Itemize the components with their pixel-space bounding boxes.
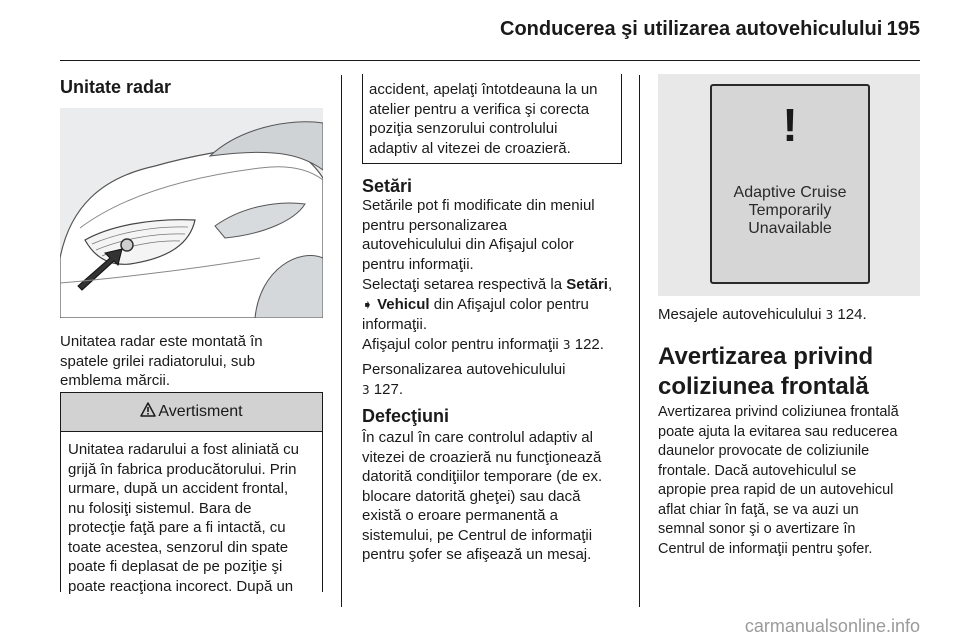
driver-info-display-illustration <box>658 74 920 296</box>
section-title-forward-collision <box>658 342 920 402</box>
text-line: pentru informaţii. <box>362 255 474 273</box>
car-front-image <box>60 108 323 318</box>
warning-title: Avertisment <box>158 403 243 420</box>
text-line: pentru şofer se afişează un mesaj. <box>362 546 592 563</box>
text-line: Centrul de informaţii pentru şofer. <box>658 540 873 557</box>
settings-paragraph <box>362 196 637 274</box>
text-line: semnal sonor şi o avertizare în <box>658 521 856 537</box>
display-line: Adaptive Cruise <box>733 184 847 201</box>
warning-box <box>60 392 323 595</box>
text-line: În cazul în care controlul adaptiv al <box>362 429 593 446</box>
section-title-radar-unit: Unitate radar <box>60 77 172 97</box>
title-line: coliziunea frontală <box>658 373 869 400</box>
text-line: ➧ Vehicul din Afişajul color pentru <box>362 295 589 313</box>
title-line: Avertizarea privind <box>658 343 874 370</box>
text-line: poate reacţiona incorect. După un <box>68 577 294 595</box>
display-screen <box>710 84 870 284</box>
page-ref-icon: 3 <box>825 308 834 322</box>
text-line: există o eroare permanentă a <box>362 507 558 524</box>
vehicle-messages-reference <box>658 305 920 326</box>
display-line: Temporarily <box>748 202 832 219</box>
text-line: poate fi deplasat de pe poziţie şi <box>68 558 283 575</box>
column-divider-1 <box>341 75 342 607</box>
exclamation-icon: ! <box>782 99 798 151</box>
text-line: vitezei de croazieră nu funcţionează <box>362 448 602 466</box>
text-line: Personalizarea autovehiculului <box>362 361 566 378</box>
text-line: Unitatea radarului a fost aliniată cu <box>68 441 299 458</box>
text-line: Unitatea radar este montată în <box>60 333 263 350</box>
text-line: 3 127. <box>362 380 404 398</box>
text-line: Selectaţi setarea respectivă la Setări, <box>362 276 613 293</box>
text-line: informaţii. <box>362 316 428 333</box>
radar-unit-car-illustration <box>60 108 323 318</box>
text-line: protecţie faţă pare a fi intactă, cu <box>68 519 286 536</box>
text-line: emblema mărcii. <box>60 372 171 389</box>
running-header: Conducerea şi utilizarea autovehiculului <box>500 18 883 40</box>
text-line: poziţia senzorului controlului <box>369 120 558 137</box>
faults-paragraph <box>362 428 642 565</box>
menu-item-settings: Setări <box>566 276 608 293</box>
text-line: sistemului, pe Centrul de informaţii <box>362 526 593 544</box>
text-line: toate acestea, senzorul din spate <box>68 538 289 556</box>
page-number: 195 <box>886 18 920 40</box>
warning-triangle-icon <box>140 402 156 422</box>
warning-continuation-box <box>362 74 622 164</box>
text-line: urmare, după un accident frontal, <box>68 480 289 497</box>
section-title-settings: Setări <box>362 176 413 196</box>
text-line: nu folosiţi sistemul. Bara de <box>68 499 252 517</box>
warning-body <box>61 432 322 596</box>
menu-arrow-icon: ➧ <box>362 297 373 313</box>
header-divider <box>60 60 920 61</box>
warning-header <box>61 393 322 432</box>
radar-intro-paragraph <box>60 332 330 391</box>
page-ref-icon: 3 <box>562 338 571 352</box>
text-line: atelier pentru a verifica şi corecta <box>369 100 590 118</box>
text-line: spatele grilei radiatorului, sub <box>60 352 256 370</box>
text-line: Afişajul color pentru informaţii 3 122. <box>362 336 604 353</box>
display-line: Unavailable <box>748 220 832 237</box>
text-line: poate ajuta la evitarea sau reducerea <box>658 423 898 440</box>
forward-collision-paragraph <box>658 403 920 559</box>
text-line: Mesajele autovehiculului 3 124. <box>658 306 867 323</box>
text-line: accident, apelaţi întotdeauna la un <box>369 81 598 98</box>
watermark: carmanualsonline.info <box>744 616 920 636</box>
text-line: autovehiculului din Afişajul color <box>362 236 574 253</box>
text-line: pentru personalizarea <box>362 216 508 234</box>
settings-select-paragraph <box>362 275 642 335</box>
page-ref-icon: 3 <box>362 382 370 397</box>
text-line: blocare datorită gheţei) sau dacă <box>362 487 581 505</box>
section-title-faults: Defecţiuni <box>362 406 450 426</box>
personalization-reference <box>362 360 642 400</box>
text-line: Setările pot fi modificate din meniul <box>362 197 595 214</box>
text-line: apropie prea rapid de un autovehicul <box>658 482 894 498</box>
text-line: Avertizarea privind coliziunea frontală <box>658 404 899 420</box>
menu-item-vehicle: Vehicul <box>377 295 430 313</box>
text-line: datorită condiţiilor temporare (de ex. <box>362 468 603 485</box>
text-line: grijă în fabrica producătorului. Prin <box>68 460 297 478</box>
text-line: aflat chiar în faţă, se va auzi un <box>658 501 859 518</box>
display-reference <box>362 335 642 356</box>
text-line: daunelor provocate de coliziunile <box>658 443 870 459</box>
text-line: frontale. Dacă autovehiculul se <box>658 462 857 479</box>
display-message <box>712 184 868 238</box>
text-line: adaptiv al vitezei de croazieră. <box>369 139 571 157</box>
